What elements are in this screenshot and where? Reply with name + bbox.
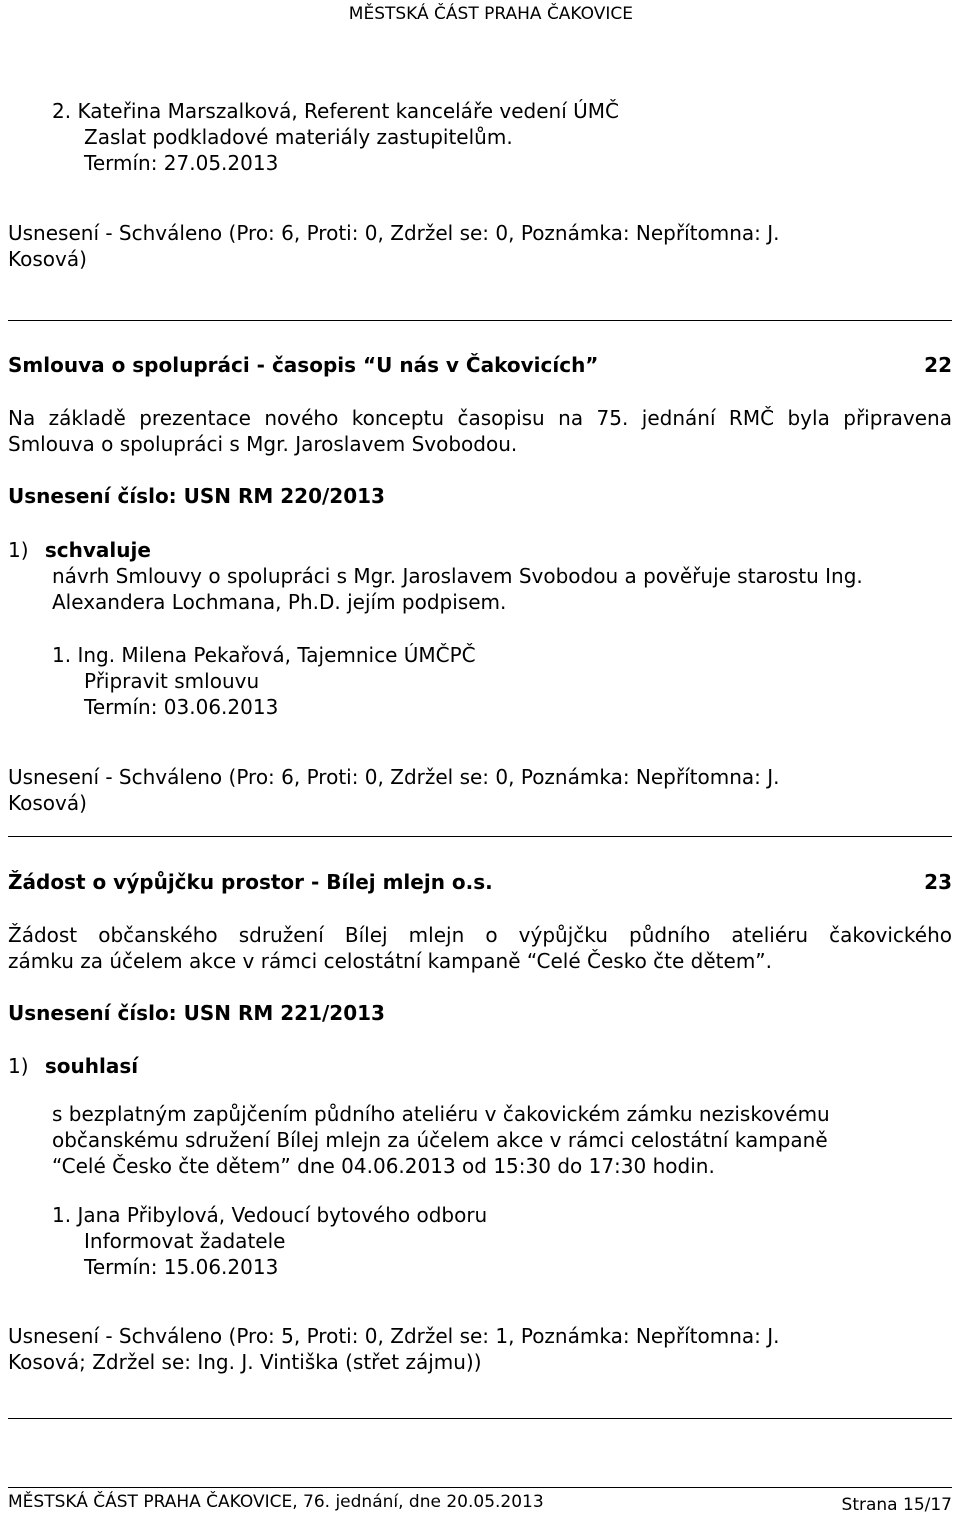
point-text: s bezplatným zapůjčením půdního ateliéru v čakovickém zámku neziskovému [52,1102,830,1126]
task-line: 1. Jana Přibylová, Vedoucí bytového odboru [52,1203,488,1227]
divider [8,320,952,321]
task-line: 1. Ing. Milena Pekařová, Tajemnice ÚMČPČ [52,643,476,667]
point-number: 1) [8,1054,29,1078]
point-verb: souhlasí [44,1054,139,1078]
vote-result: Usnesení - Schváleno (Pro: 6, Proti: 0, Zdržel se: 0, Poznámka: Nepřítomna: J. [8,765,780,789]
divider [8,1418,952,1419]
point-number: 1) [8,538,29,562]
footer-meeting-info: MĚSTSKÁ ČÁST PRAHA ČAKOVICE, 76. jednání, dne 20.05.2013 [8,1492,544,1512]
item-title: Smlouva o spolupráci - časopis “U nás v Čakovicích” [8,353,599,377]
point-text-cont: Alexandera Lochmana, Ph.D. jejím podpisem. [52,590,507,614]
task-action: Informovat žadatele [84,1229,286,1253]
page-current: 15 [903,1495,925,1515]
item-description-cont: Smlouva o spolupráci s Mgr. Jaroslavem Svobodou. [8,432,518,456]
task-deadline: Termín: 27.05.2013 [84,151,279,175]
divider [8,836,952,837]
point-text-cont: “Celé Česko čte dětem” dne 04.06.2013 od 15:30 do 17:30 hodin. [52,1154,715,1178]
page-total: /17 [924,1495,952,1515]
item-description: Na základě prezentace nového konceptu časopisu na 75. jednání RMČ byla připravena [8,406,952,430]
item-description-cont: zámku za účelem akce v rámci celostátní kampaně “Celé Česko čte dětem”. [8,949,773,973]
task-action: Připravit smlouvu [84,669,260,693]
vote-result-cont: Kosová) [8,247,87,271]
resolution-number: Usnesení číslo: USN RM 221/2013 [8,1001,385,1025]
item-title: Žádost o výpůjčku prostor - Bílej mlejn o.s. [8,870,493,894]
page-number [842,1493,952,1517]
item-number: 22 [924,353,952,377]
vote-result: Usnesení - Schváleno (Pro: 5, Proti: 0, Zdržel se: 1, Poznámka: Nepřítomna: J. [8,1324,780,1348]
task-line: 2. Kateřina Marszalková, Referent kanceláře vedení ÚMČ [52,99,619,123]
vote-result-cont: Kosová; Zdržel se: Ing. J. Vintiška (střet zájmu)) [8,1350,482,1374]
item-description: Žádost občanského sdružení Bílej mlejn o výpůjčku půdního ateliéru čakovického [8,923,952,947]
agenda-item-title-22 [8,352,952,378]
task-deadline: Termín: 15.06.2013 [84,1255,279,1279]
point-text: návrh Smlouvy o spolupráci s Mgr. Jaroslavem Svobodou a pověřuje starostu Ing. [52,564,863,588]
point-verb: schvaluje [44,538,151,562]
agenda-item-title-23 [8,869,952,895]
resolution-point [8,537,151,563]
task-deadline: Termín: 03.06.2013 [84,695,279,719]
item-number: 23 [924,870,952,894]
point-text-cont: občanskému sdružení Bílej mlejn za účelem akce v rámci celostátní kampaně [52,1128,828,1152]
page-header: MĚSTSKÁ ČÁST PRAHA ČAKOVICE [348,4,633,24]
task-action: Zaslat podkladové materiály zastupitelům. [84,125,513,149]
page-label: Strana [841,1495,898,1515]
footer-divider [8,1487,952,1488]
resolution-point [8,1053,138,1079]
resolution-number: Usnesení číslo: USN RM 220/2013 [8,484,385,508]
vote-result: Usnesení - Schváleno (Pro: 6, Proti: 0, Zdržel se: 0, Poznámka: Nepřítomna: J. [8,221,780,245]
vote-result-cont: Kosová) [8,791,87,815]
